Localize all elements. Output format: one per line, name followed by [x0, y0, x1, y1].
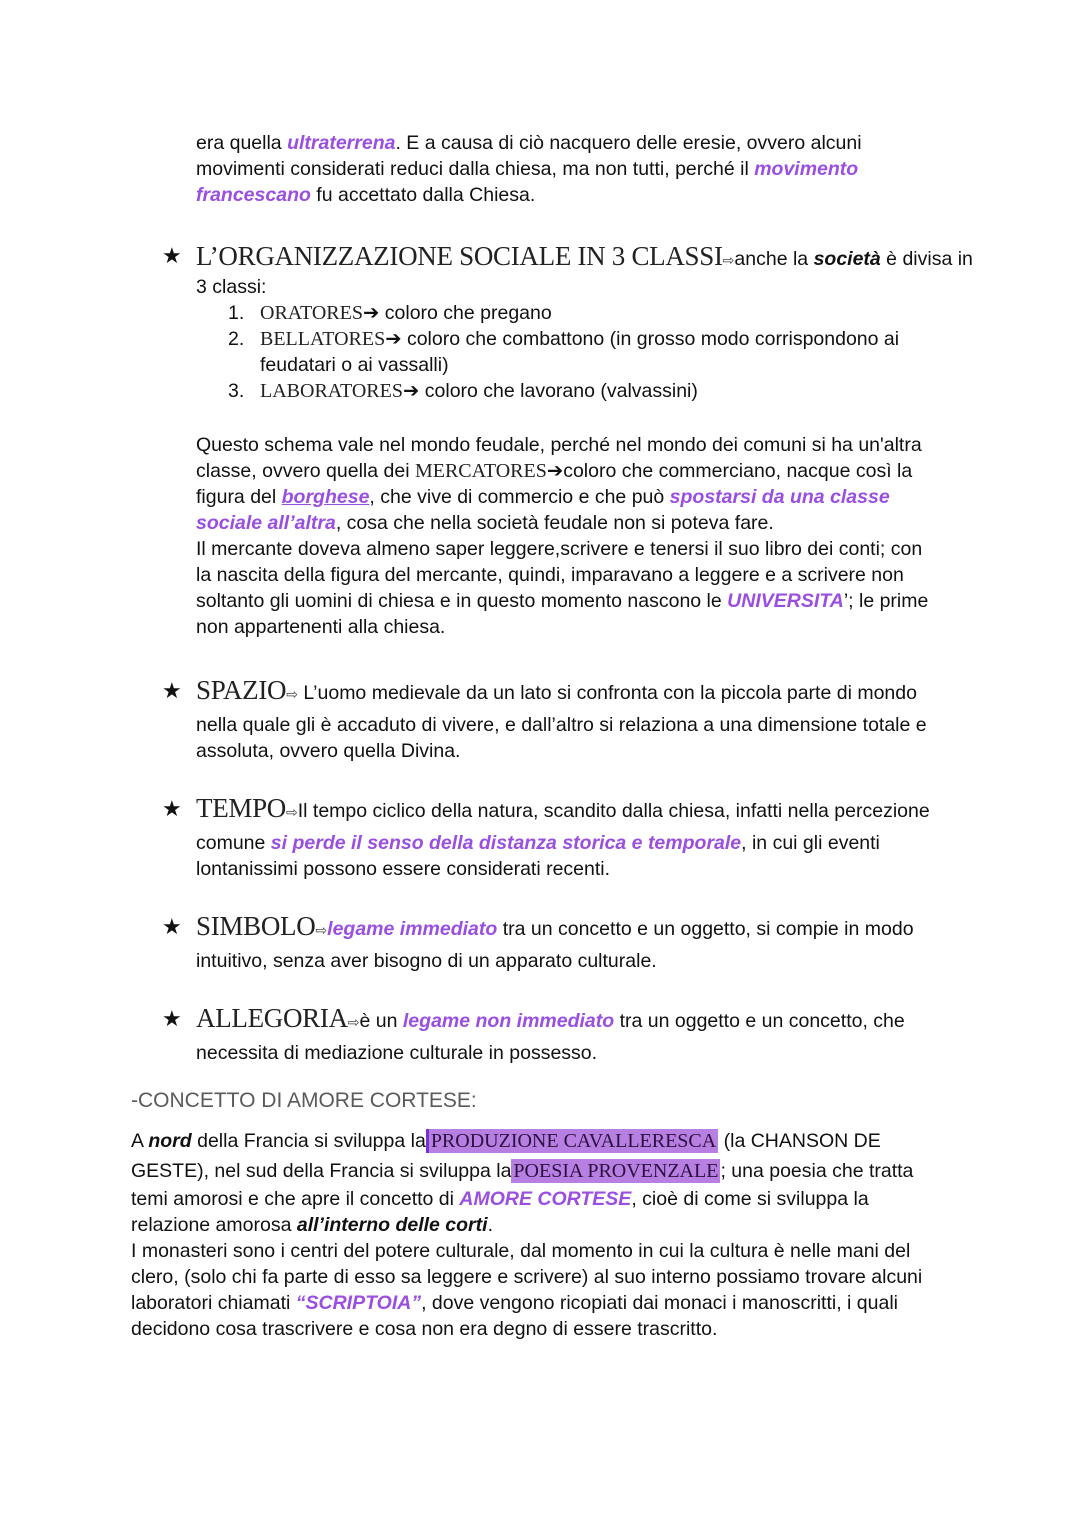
text: coloro che commerciano, nacque così la — [563, 460, 913, 482]
section-title: SPAZIO — [196, 675, 287, 705]
highlighted-produzione-cavalleresca: PRODUZIONE CAVALLERESCA — [426, 1129, 718, 1153]
text: feudatari o ai vassalli) — [260, 354, 449, 376]
term: BELLATORES — [260, 328, 386, 350]
star-bullet-icon: ★ — [162, 243, 182, 268]
highlight-francescano: francescano — [196, 184, 311, 206]
text: nella quale gli è accaduto di vivere, e dall’altro si relaziona a una dimensione totale e — [196, 714, 927, 736]
highlighted-poesia-provenzale: POESIA PROVENZALE — [513, 1160, 719, 1182]
highlight-amore-cortese: AMORE CORTESE — [459, 1188, 632, 1210]
text: Il mercante doveva almeno saper leggere,scrivere e tenersi il suo libro dei conti; con — [196, 538, 923, 560]
text: movimenti considerati reduci dalla chiesa, ma non tutti, perché il — [196, 158, 755, 180]
text: è un — [359, 1010, 403, 1032]
section-tempo — [196, 792, 930, 882]
highlight-borghese: borghese — [281, 486, 370, 508]
term: LABORATORES — [260, 380, 403, 402]
text: , dove vengono ricopiati dai monaci i manoscritti, i quali — [421, 1292, 898, 1314]
text: Il tempo ciclico della natura, scandito dalla chiesa, infatti nella percezione — [297, 800, 930, 822]
star-bullet-icon: ★ — [162, 1006, 182, 1031]
highlight-universita: UNIVERSITA — [727, 590, 844, 612]
text: assoluta, ovvero quella Divina. — [196, 740, 461, 762]
highlight-sociale: sociale all’altra — [196, 512, 336, 534]
text: ; una poesia che tratta — [720, 1160, 914, 1182]
text: era quella — [196, 132, 288, 154]
text: lontanissimi possono essere considerati recenti. — [196, 858, 611, 880]
list-item-oratores — [228, 300, 552, 326]
arrow-icon: ➔ — [403, 380, 420, 402]
text: . — [487, 1214, 493, 1236]
text: coloro che combattono (in grosso modo corrispondono ai — [401, 328, 900, 350]
term: MERCATORES — [414, 460, 547, 482]
list-number: 1. — [228, 302, 245, 324]
list-number: 3. — [228, 380, 245, 402]
arrow-right-icon: ⇨ — [347, 1014, 360, 1030]
text: coloro che lavorano (valvassini) — [419, 380, 698, 402]
arrow-icon: ➔ — [546, 460, 564, 482]
highlight-legame-immediato: legame immediato — [327, 918, 498, 940]
section-title: L’ORGANIZZAZIONE SOCIALE IN 3 CLASSI — [196, 241, 723, 271]
text: tra un concetto e un oggetto, si compie in modo — [497, 918, 914, 940]
text: intuitivo, senza aver bisogno di un apparato culturale. — [196, 950, 657, 972]
arrow-right-icon: ⇨ — [315, 922, 328, 938]
star-bullet-icon: ★ — [162, 678, 182, 703]
section-allegoria — [196, 1002, 905, 1066]
amore-paragraph — [131, 1126, 922, 1342]
text: (la CHANSON DE — [718, 1130, 881, 1152]
term: ORATORES — [260, 302, 363, 324]
highlight-ultraterrena: ultraterrena — [287, 132, 396, 154]
text: necessita di mediazione culturale in possesso. — [196, 1042, 598, 1064]
list-number: 2. — [228, 328, 245, 350]
text: . E a causa di ciò nacquero delle eresie, ovvero alcuni — [395, 132, 862, 154]
highlight-distanza: si perde il senso della distanza storica e temporale — [270, 832, 742, 854]
list-item-laboratores — [228, 378, 698, 404]
highlight-legame-non-immediato: legame non immediato — [402, 1010, 615, 1032]
text: comune — [196, 832, 271, 854]
text: I monasteri sono i centri del potere culturale, dal momento in cui la cultura è nelle mani del — [131, 1240, 911, 1262]
bold-societa: società — [813, 248, 881, 270]
text: relazione amorosa — [131, 1214, 297, 1236]
text: laboratori chiamati — [131, 1292, 296, 1314]
section-heading-amore-cortese: -CONCETTO DI AMORE CORTESE: — [131, 1089, 477, 1112]
section-spazio — [196, 674, 927, 764]
text: Questo schema vale nel mondo feudale, perché nel mondo dei comuni si ha un'altra — [196, 434, 922, 456]
text: classe, ovvero quella dei — [196, 460, 415, 482]
text: , che vive di commercio e che può — [369, 486, 670, 508]
highlight-movimento: movimento — [754, 158, 859, 180]
highlight-scriptoia: “SCRIPTOIA” — [295, 1292, 422, 1314]
section-title: ALLEGORIA — [196, 1003, 348, 1033]
text: della Francia si sviluppa la — [191, 1130, 426, 1152]
intro-paragraph — [196, 130, 862, 208]
section-title: TEMPO — [196, 793, 287, 823]
arrow-icon: ➔ — [363, 302, 380, 324]
text: figura del — [196, 486, 282, 508]
text: non appartenenti alla chiesa. — [196, 616, 446, 638]
bold-nord: nord — [148, 1130, 192, 1152]
text: fu accettato dalla Chiesa. — [310, 184, 536, 206]
text: coloro che pregano — [379, 302, 552, 324]
section-simbolo — [196, 910, 914, 974]
text: , cioè di come si sviluppa la — [631, 1188, 869, 1210]
mercatores-paragraph — [196, 432, 928, 640]
star-bullet-icon: ★ — [162, 796, 182, 821]
text: clero, (solo chi fa parte di esso sa leggere e scrivere) al suo interno possiamo trovare alcuni — [131, 1266, 923, 1288]
text: anche la — [734, 248, 814, 270]
text: tra un oggetto e un concetto, che — [614, 1010, 905, 1032]
text: A — [131, 1130, 149, 1152]
arrow-right-icon: ⇨ — [722, 252, 735, 268]
text: la nascita della figura del mercante, quindi, imparavano a leggere e a scrivere non — [196, 564, 904, 586]
section-organizzazione-title — [196, 240, 973, 276]
text: temi amorosi e che apre il concetto di — [131, 1188, 460, 1210]
text: 3 classi: — [196, 276, 267, 298]
text: , cosa che nella società feudale non si poteva fare. — [335, 512, 774, 534]
list-item-bellatores — [228, 326, 899, 378]
highlight-spostarsi: spostarsi da una classe — [669, 486, 890, 508]
arrow-right-icon: ⇨ — [286, 804, 298, 820]
text: soltanto gli uomini di chiesa e in questo momento nascono le — [196, 590, 728, 612]
arrow-icon: ➔ — [385, 328, 402, 350]
text: L’uomo medievale da un lato si confronta con la piccola parte di mondo — [297, 682, 917, 704]
arrow-right-icon: ⇨ — [286, 686, 298, 702]
text: ’; le prime — [843, 590, 929, 612]
text: decidono cosa trascrivere e cosa non era degno di essere trascritto. — [131, 1318, 718, 1340]
star-bullet-icon: ★ — [162, 914, 182, 939]
section-title: SIMBOLO — [196, 911, 316, 941]
text: , in cui gli eventi — [741, 832, 880, 854]
text: GESTE), nel sud della Francia si sviluppa la — [131, 1160, 512, 1182]
text: è divisa in — [880, 248, 973, 270]
bold-interno-corti: all’interno delle corti — [296, 1214, 488, 1236]
